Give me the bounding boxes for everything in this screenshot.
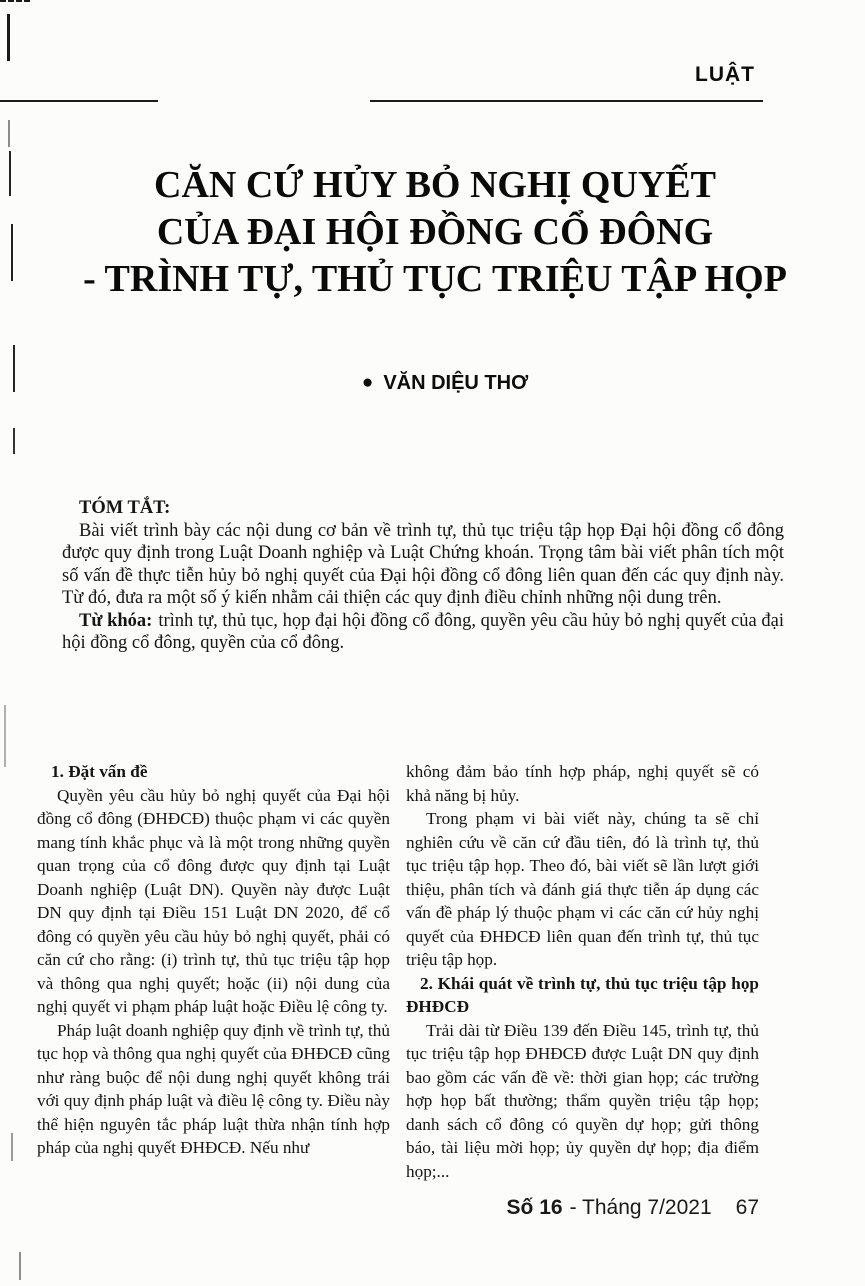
section-1-heading: 1. Đặt vấn đề (51, 762, 148, 781)
header-rule-dash (0, 0, 30, 2)
scan-artifact (11, 1133, 13, 1161)
page-footer (507, 1196, 759, 1220)
article-body (37, 760, 759, 1183)
scan-artifact (9, 151, 11, 196)
scan-artifact (13, 428, 15, 454)
section-2-heading: 2. Khái quát về trình tự, thủ tục triệu tập họp ĐHĐCĐ (406, 973, 759, 1016)
scan-artifact (4, 705, 6, 767)
article-title-line-2: CỦA ĐẠI HỘI ĐỒNG CỔ ĐÔNG (156, 211, 714, 253)
keywords-text: trình tự, thủ tục, họp đại hội đồng cổ đông, quyền yêu cầu hủy bỏ nghị quyết của đại hội đồng cổ đông, quyền của cổ đông. (62, 610, 784, 653)
page-number: 67 (735, 1196, 759, 1219)
right-column-paragraph-3: Trải dài từ Điều 139 đến Điều 145, trình tự, thủ tục triệu tập họp ĐHĐCĐ được Luật DN quy định bao gồm các vấn đề về: thời gian họp; các trường hợp họp bất thường; thẩm quyền triệu tập họp; danh sách cổ đông có quyền dự họp; gửi thông báo, tài liệu mời họp; ủy quyền dự họp; địa điểm họp;... (406, 1020, 759, 1181)
issue-date: - Tháng 7/2021 (569, 1196, 712, 1219)
keywords-paragraph (62, 610, 784, 655)
issue-number: Số 16 (506, 1196, 563, 1219)
left-column (37, 760, 390, 1183)
article-title-line-1: CĂN CỨ HỦY BỎ NGHỊ QUYẾT (154, 164, 716, 206)
header-rule-right (370, 100, 763, 102)
header-rule-left (0, 100, 158, 102)
left-column-paragraph-2: Pháp luật doanh nghiệp quy định về trình tự, thủ tục họp và thông qua nghị quyết của ĐHĐCĐ cũng như ràng buộc để nội dung nghị quyết không trái với quy định pháp luật và điều lệ công ty. Điều này thể hiện nguyên tắc pháp luật thừa nhận tính hợp pháp của nghị quyết ĐHĐCĐ. Nếu như (37, 1020, 390, 1157)
keywords-label: Từ khóa: (79, 610, 153, 631)
section-category-label: LUẬT (695, 63, 755, 86)
scan-artifact (19, 1252, 21, 1280)
scan-artifact (8, 120, 10, 147)
scan-artifact (11, 224, 13, 281)
abstract-section (62, 497, 784, 655)
author-bullet-icon: ● (361, 372, 374, 393)
left-column-paragraph-1: Quyền yêu cầu hủy bỏ nghị quyết của Đại hội đồng cổ đông (ĐHĐCĐ) thuộc phạm vi các quyền mang tính khắc phục và là một trong những quyền quan trọng của cổ đông được quy định tại Luật Doanh nghiệp (Luật DN). Quyền này được Luật DN quy định tại Điều 151 Luật DN 2020, để cổ đông có quyền yêu cầu hủy bỏ nghị quyết, phải có căn cứ cho rằng: (i) trình tự, thủ tục triệu tập họp và thông qua nghị quyết; hoặc (ii) nội dung của nghị quyết vi phạm pháp luật hoặc Điều lệ công ty. (37, 785, 390, 1016)
right-column (406, 760, 759, 1183)
article-title-line-3: - TRÌNH TỰ, THỦ TỤC TRIỆU TẬP HỌP (83, 258, 787, 300)
abstract-body: Bài viết trình bày các nội dung cơ bản về trình tự, thủ tục triệu tập họp Đại hội đồng cổ đông được quy định trong Luật Doanh nghiệp và Luật Chứng khoán. Trọng tâm bài viết phân tích một số vấn đề thực tiễn hủy bỏ nghị quyết của Đại hội đồng cổ đông liên quan đến các quy định này. Từ đó, đưa ra một số ý kiến nhằm cải thiện các quy định điều chỉnh những nội dung trên. (62, 520, 784, 608)
abstract-heading: TÓM TẮT: (79, 498, 171, 518)
right-column-paragraph-2: Trong phạm vi bài viết này, chúng ta sẽ chỉ nghiên cứu về căn cứ đầu tiên, đó là trình tự, thủ tục triệu tập họp. Theo đó, bài viết sẽ lần lượt giới thiệu, phân tích và đánh giá thực tiễn áp dụng các vấn đề pháp lý thuộc phạm vi các căn cứ hủy nghị quyết của ĐHĐCĐ liên quan đến trình tự, thủ tục triệu tập họp. (406, 809, 759, 969)
author-line (0, 372, 865, 395)
scan-artifact (7, 14, 10, 61)
article-title (30, 162, 840, 303)
right-column-paragraph-1: không đảm bảo tính hợp pháp, nghị quyết sẽ có khả năng bị hủy. (406, 762, 759, 805)
author-name: VĂN DIỆU THƠ (383, 372, 529, 394)
